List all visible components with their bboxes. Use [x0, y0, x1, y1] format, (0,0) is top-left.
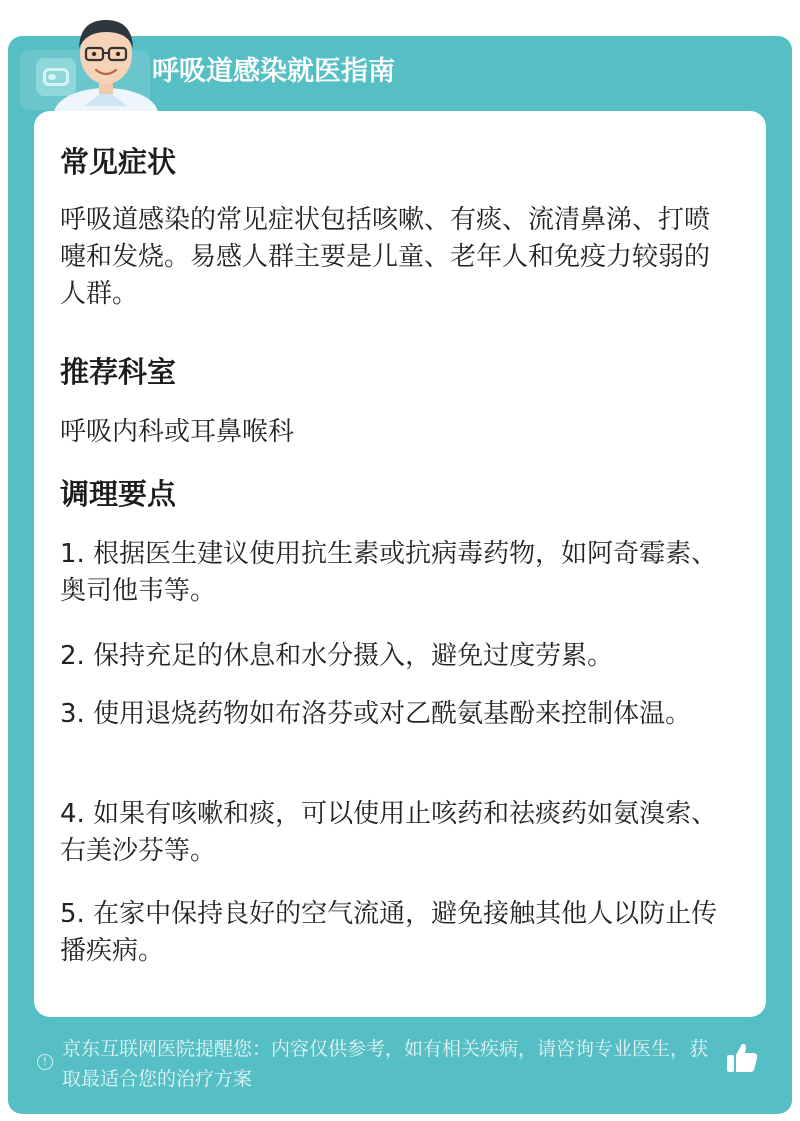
care-tip-item: 1. 根据医生建议使用抗生素或抗病毒药物，如阿奇霉素、奥司他韦等。 — [60, 539, 718, 606]
section-heading-care-tips: 调理要点 — [60, 477, 177, 511]
care-tip-item: 2. 保持充足的休息和水分摄入，避免过度劳累。 — [60, 641, 614, 671]
care-tip-item: 4. 如果有咳嗽和痰，可以使用止咳药和祛痰药如氨溴索、右美沙芬等。 — [60, 799, 718, 866]
section-heading-department: 推荐科室 — [60, 355, 177, 389]
section-body-symptoms: 呼吸道感染的常见症状包括咳嗽、有痰、流清鼻涕、打喷嚏和发烧。易感人群主要是儿童、老年人和免疫力较弱的人群。 — [60, 205, 711, 309]
section-body-department: 呼吸内科或耳鼻喉科 — [60, 417, 295, 447]
thumbs-up-icon[interactable] — [724, 1040, 760, 1076]
disclaimer-text: 京东互联网医院提醒您：内容仅供参考，如有相关疾病，请咨询专业医生，获取最适合您的治疗方案 — [62, 1038, 709, 1090]
care-tip-item: 5. 在家中保持良好的空气流通，避免接触其他人以防止传播疾病。 — [60, 899, 718, 966]
doctor-avatar-icon — [44, 6, 164, 116]
section-heading-symptoms: 常见症状 — [60, 145, 177, 179]
info-icon: ! — [37, 1054, 53, 1070]
care-tip-item: 3. 使用退烧药物如布洛芬或对乙酰氨基酚来控制体温。 — [60, 699, 692, 729]
page-title: 呼吸道感染就医指南 — [152, 56, 395, 87]
